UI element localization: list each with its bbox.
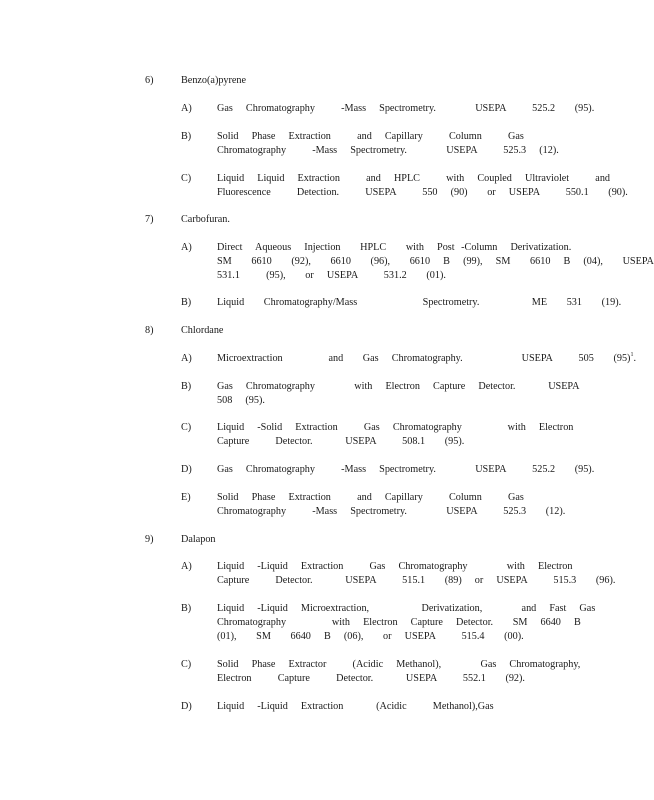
item-text	[217, 172, 628, 200]
item-text	[217, 463, 595, 477]
item-letter: B)	[181, 381, 192, 392]
item-line: Gas Chromatography -Mass Spectrometry. USEPA 525.2 (95).	[217, 464, 595, 475]
item-line: Chromatography -Mass Spectrometry. USEPA 525.3 (12).	[217, 145, 559, 156]
item-line: Solid Phase Extraction and Capillary Column Gas	[217, 131, 524, 142]
item-letter: D)	[181, 464, 192, 475]
item-line-text: Microextraction and Gas Chromatography. USEPA 505 (95)	[217, 353, 631, 364]
item-letter: C)	[181, 659, 192, 670]
item-letter: C)	[181, 173, 192, 184]
item-text	[217, 380, 580, 408]
item-letter: A)	[181, 353, 192, 364]
section-title: Benzo(a)pyrene	[181, 75, 247, 86]
item-text	[217, 102, 595, 116]
item-letter: A)	[181, 242, 192, 253]
item-text	[217, 130, 559, 158]
item-letter: C)	[181, 422, 192, 433]
item-line: Liquid -Liquid Microextraction, Derivatization, and Fast Gas	[217, 603, 596, 614]
item-line: Chromatography -Mass Spectrometry. USEPA 525.3 (12).	[217, 506, 566, 517]
item-letter: B)	[181, 603, 192, 614]
item-line: Solid Phase Extraction and Capillary Column Gas	[217, 492, 524, 503]
item-text	[217, 241, 654, 283]
item-line: Electron Capture Detector. USEPA 552.1 (92).	[217, 673, 525, 684]
item-line: Solid Phase Extractor (Acidic Methanol), Gas Chromatography,	[217, 659, 581, 670]
item-text	[217, 352, 636, 366]
item-line: 508 (95).	[217, 395, 265, 406]
item-line: Capture Detector. USEPA 508.1 (95).	[217, 436, 465, 447]
item-letter: D)	[181, 701, 192, 712]
section-title: Carbofuran.	[181, 214, 230, 225]
section-title: Chlordane	[181, 325, 224, 336]
item-line: (01), SM 6640 B (06), or USEPA 515.4 (00).	[217, 631, 524, 642]
item-line: Liquid Liquid Extraction and HPLC with Coupled Ultraviolet and	[217, 173, 611, 184]
item-letter: A)	[181, 561, 192, 572]
item-line	[217, 352, 636, 366]
item-text	[217, 700, 533, 714]
item-line: Chromatography with Electron Capture Detector. SM 6640 B	[217, 617, 581, 628]
section-number: 9)	[145, 534, 154, 545]
item-line-tail: .	[633, 353, 636, 364]
section-number: 7)	[145, 214, 154, 225]
item-line: Direct Aqueous Injection HPLC with Post -Column Derivatization.	[217, 242, 572, 253]
section-number: 6)	[145, 75, 154, 86]
item-line: SM 6610 (92), 6610 (96), 6610 B (99), SM 6610 B (04), USEPA	[217, 256, 654, 267]
item-line: Liquid -Liquid Extraction (Acidic Methanol),Gas	[217, 701, 494, 712]
item-letter: B)	[181, 297, 192, 308]
item-text	[217, 602, 596, 644]
item-line: Capture Detector. USEPA 515.1 (89) or USEPA 515.3 (96).	[217, 575, 616, 586]
item-line: 531.1 (95), or USEPA 531.2 (01).	[217, 270, 446, 281]
item-text	[217, 658, 581, 686]
item-letter: A)	[181, 103, 192, 114]
item-line: Liquid Chromatography/Mass Spectrometry. ME 531 (19).	[217, 297, 622, 308]
item-text	[217, 421, 574, 449]
item-text	[217, 560, 616, 588]
item-text	[217, 491, 566, 519]
item-letter: B)	[181, 131, 192, 142]
item-line: Liquid -Liquid Extraction Gas Chromatography with Electron	[217, 561, 573, 572]
item-line: Gas Chromatography with Electron Capture Detector. USEPA	[217, 381, 580, 392]
item-letter: E)	[181, 492, 191, 503]
section-title: Dalapon	[181, 534, 216, 545]
item-text	[217, 296, 622, 310]
item-line: Fluorescence Detection. USEPA 550 (90) or USEPA 550.1 (90).	[217, 187, 628, 198]
item-line: Liquid -Solid Extraction Gas Chromatography with Electron	[217, 422, 574, 433]
footnote-marker: 1	[630, 352, 634, 358]
section-number: 8)	[145, 325, 154, 336]
item-line: Gas Chromatography -Mass Spectrometry. USEPA 525.2 (95).	[217, 103, 595, 114]
